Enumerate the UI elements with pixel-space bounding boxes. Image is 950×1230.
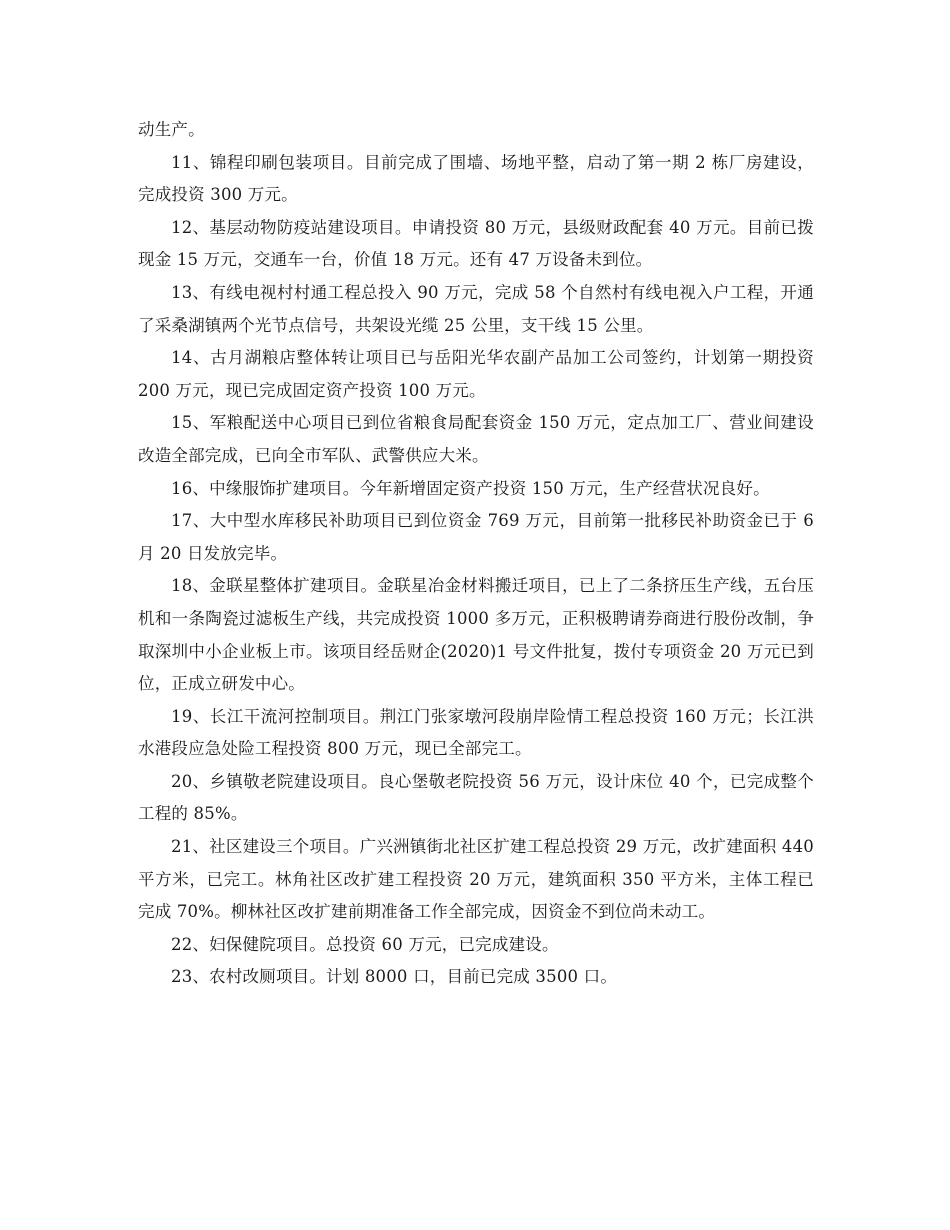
document-body xyxy=(138,114,814,994)
paragraph-item-13: 13、有线电视村村通工程总投入 90 万元，完成 58 个自然村有线电视入户工程，开通了采桑湖镇两个光节点信号，共架设光缆 25 公里，支干线 15 公里。 xyxy=(138,282,814,335)
paragraph-item-18: 18、金联星整体扩建项目。金联星冶金材料搬迁项目，已上了二条挤压生产线，五台压机和一条陶瓷过滤板生产线，共完成投资 1000 多万元，正积极聘请券商进行股份改制，争取深圳中小企业板上市。该项目经岳财企(2020)1 号文件批复，拨付专项资金 20 万元已到位，正成立研发中心。 xyxy=(138,576,814,694)
paragraph-continuation: 动生产。 xyxy=(138,120,205,139)
paragraph-item-20: 20、乡镇敬老院建设项目。良心堡敬老院投资 56 万元，设计床位 40 个，已完成整个工程的 85%。 xyxy=(138,771,814,824)
paragraph-item-16: 16、中缘服饰扩建项目。今年新增固定资产投资 150 万元，生产经营状况良好。 xyxy=(171,478,770,498)
paragraph-item-19: 19、长江干流河控制项目。荆江门张家墩河段崩岸险情工程总投资 160 万元；长江洪水港段应急处险工程投资 800 万元，现已全部完工。 xyxy=(138,706,814,759)
paragraph-item-17: 17、大中型水库移民补助项目已到位资金 769 万元，目前第一批移民补助资金已于 6 月 20 日发放完毕。 xyxy=(138,511,814,563)
paragraph-item-14: 14、古月湖粮店整体转让项目已与岳阳光华农副产品加工公司签约，计划第一期投资 200 万元，现已完成固定资产投资 100 万元。 xyxy=(138,348,814,400)
paragraph-item-15: 15、军粮配送中心项目已到位省粮食局配套资金 150 万元，定点加工厂、营业间建设改造全部完成，已向全市军队、武警供应大米。 xyxy=(138,413,814,465)
paragraph-item-23: 23、农村改厕项目。计划 8000 口，目前已完成 3500 口。 xyxy=(171,967,618,987)
paragraph-item-22: 22、妇保健院项目。总投资 60 万元，已完成建设。 xyxy=(171,934,559,954)
paragraph-item-12: 12、基层动物防疫站建设项目。申请投资 80 万元，县级财政配套 40 万元。目前已拨现金 15 万元，交通车一台，价值 18 万元。还有 47 万设备未到位。 xyxy=(138,217,814,270)
paragraph-item-21: 21、社区建设三个项目。广兴洲镇街北社区扩建工程总投资 29 万元，改扩建面积 440 平方米，已完工。林角社区改扩建工程投资 20 万元，建筑面积 350 平方米，主体工程已完成 70%。柳林社区改扩建前期准备工作全部完成，因资金不到位尚未动工。 xyxy=(138,837,814,922)
paragraph-item-11: 11、锦程印刷包装项目。目前完成了围墙、场地平整，启动了第一期 2 栋厂房建设，完成投资 300 万元。 xyxy=(138,152,814,205)
